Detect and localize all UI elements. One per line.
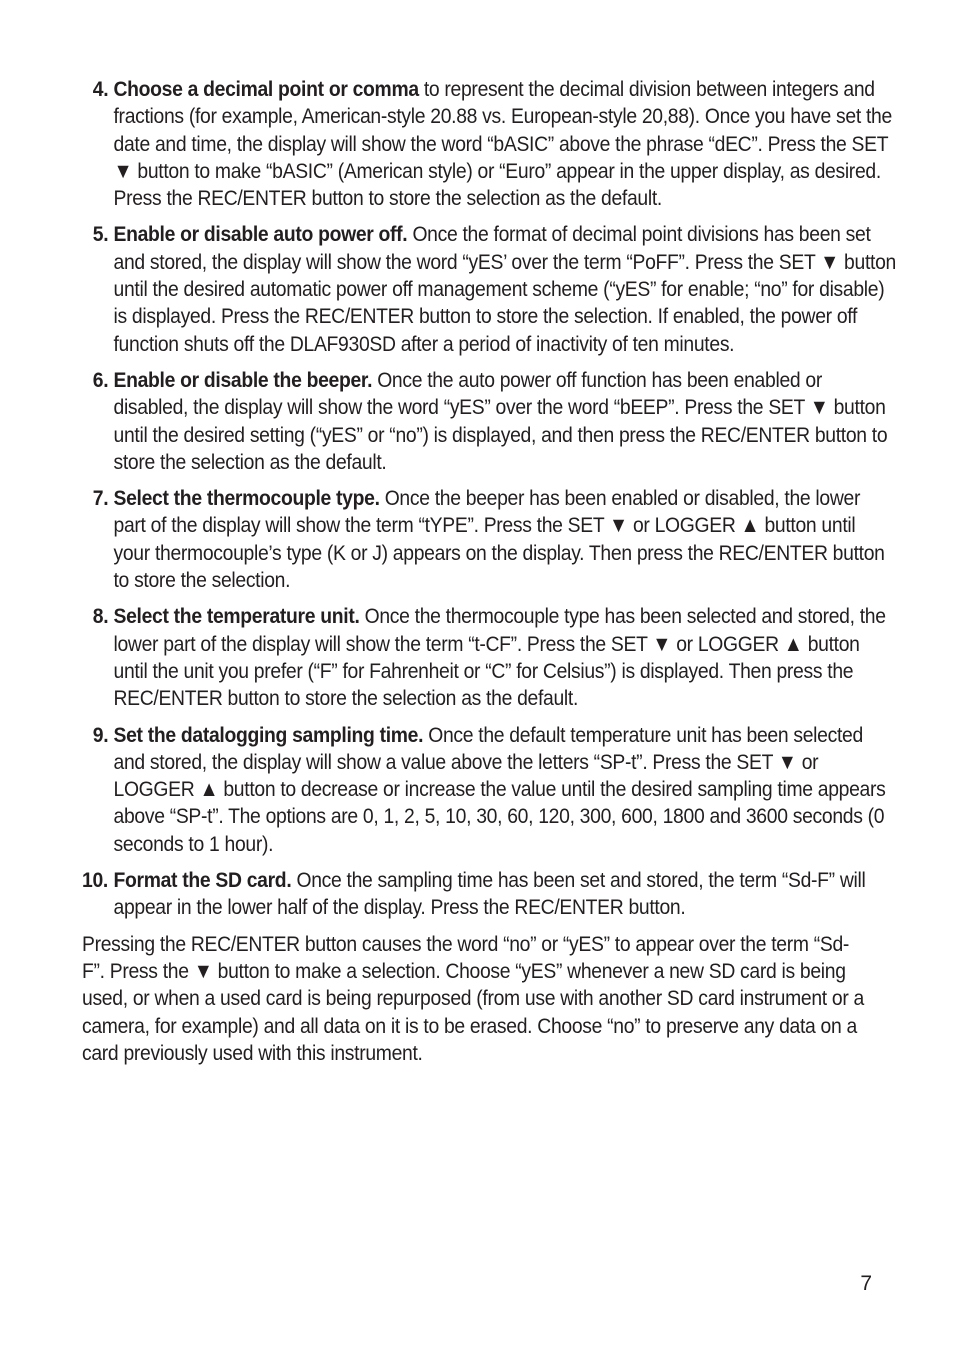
- step-10: [82, 867, 897, 922]
- step-number: 5.: [92, 222, 109, 247]
- step-number: 8.: [92, 604, 109, 629]
- step-text: Once the sampling time has been set and stored, the term “Sd-F” will appear in the lower half of the display. Press the REC/ENTER button.: [113, 868, 866, 920]
- step-heading: Enable or disable the beeper.: [113, 367, 373, 392]
- step-7: [82, 485, 897, 594]
- step-number: 9.: [92, 722, 109, 747]
- step-heading: Format the SD card.: [113, 868, 292, 893]
- step-number: 7.: [92, 486, 109, 511]
- document-body: [82, 76, 896, 1089]
- step-text: Once the beeper has been enabled or disabled, the lower part of the display will show the term “tYPE”. Press the SET ▼ or LOGGER ▲ button until your thermocouple’s type (K or J) appears on the display. Then press the REC/ENTER button to store the selection.: [113, 486, 885, 593]
- closing-paragraph: Pressing the REC/ENTER button causes the word “no” or “yES” to appear over the term “Sd-F”. Press the ▼ button to make a selection. Choose “yES” whenever a new SD card is being used, or when a used card is being repurposed (from use with another SD card instrument or a camera, for example) and all data on it is to be erased. Choose “no” to preserve any data on a card previously used with this instrument.: [82, 931, 865, 1065]
- step-8: [82, 603, 897, 712]
- step-text: to represent the decimal division between integers and fractions (for example, American-style 20.88 vs. European-style 20,88). Once you have set the date and time, the display will show the word “bASIC” above the phrase “dEC”. Press the SET ▼ button to make “bASIC” (American style) or “Euro” appear in the upper display, as desired. Press the REC/ENTER button to store the selection as the default.: [113, 77, 892, 211]
- step-heading: Choose a decimal point or comma: [113, 77, 419, 101]
- step-text: Once the default temperature unit has been selected and stored, the display will show a value above the letters “SP-t”. Press the SET ▼ or LOGGER ▲ button to decrease or increase the value until the desired sampling time appears above “SP-t”. The options are 0, 1, 2, 5, 10, 30, 60, 120, 300, 600, 1800 and 3600 seconds (0 seconds to 1 hour).: [113, 722, 886, 856]
- step-number: 10.: [82, 868, 108, 893]
- step-heading: Select the thermocouple type.: [113, 486, 380, 511]
- step-number: 6.: [92, 367, 109, 392]
- step-text: Once the thermocouple type has been selected and stored, the lower part of the display will show the term “t-CF”. Press the SET ▼ or LOGGER ▲ button until the unit you prefer (“F” for Fahrenheit or “C” for Celsius”) is displayed. Then press the REC/ENTER button to store the selection as the default.: [113, 604, 886, 711]
- step-text: Once the auto power off function has been enabled or disabled, the display will show the word “yES” over the word “bEEP”. Press the SET ▼ button until the desired setting (“yES” or “no”) is displayed, and then press the REC/ENTER button to store the selection as the default.: [113, 367, 888, 474]
- step-heading: Enable or disable auto power off.: [113, 222, 408, 247]
- step-heading: Select the temperature unit.: [113, 604, 360, 629]
- step-5: [82, 221, 897, 357]
- step-9: [82, 722, 897, 858]
- page-number: 7: [860, 1272, 872, 1295]
- step-heading: Set the datalogging sampling time.: [113, 722, 424, 747]
- step-number: 4.: [92, 77, 109, 101]
- step-6: [82, 367, 897, 476]
- step-4: [82, 76, 897, 212]
- step-text: Once the format of decimal point divisions has been set and stored, the display will show the word “yES’ over the term “PoFF”. Press the SET ▼ button until the desired automatic power off management scheme (“yES” for enable; “no” for disable) is displayed. Press the REC/ENTER button to store the selection. If enabled, the power off function shuts off the DLAF930SD after a period of inactivity of ten minutes.: [113, 222, 896, 356]
